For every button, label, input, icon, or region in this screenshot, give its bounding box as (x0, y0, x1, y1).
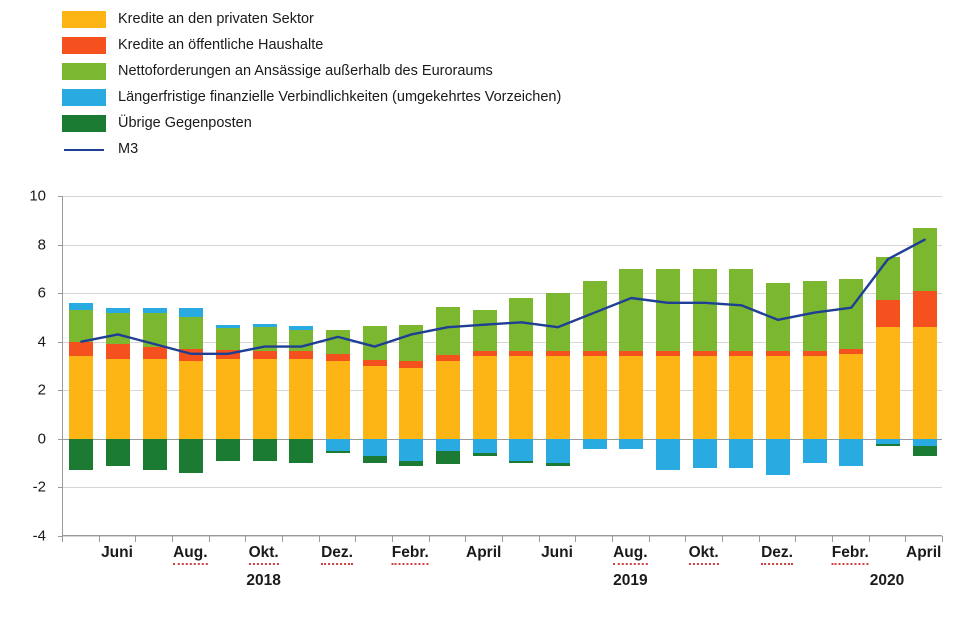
x-tick-label: Aug. (173, 544, 207, 565)
x-year-label: 2018 (246, 572, 281, 589)
y-tick-label: 10 (29, 187, 46, 205)
legend-label: Längerfristige finanzielle Verbindlichkeiten (umgekehrtes Vorzeichen) (118, 89, 562, 105)
x-tick-label: Febr. (392, 544, 429, 565)
x-tick-mark (539, 536, 540, 542)
x-tick-label: Aug. (613, 544, 647, 565)
x-axis-ticks (62, 536, 942, 544)
x-tick-label: Dez. (321, 544, 353, 565)
x-tick-mark (62, 536, 63, 542)
y-tick-label: -4 (32, 527, 46, 545)
x-tick-label: Okt. (689, 544, 719, 565)
x-tick-mark (832, 536, 833, 542)
x-tick-mark (135, 536, 136, 542)
x-tick-mark (319, 536, 320, 542)
y-tick-label: 8 (37, 236, 46, 254)
plot-area (62, 196, 942, 536)
y-tick-label: -2 (32, 478, 46, 496)
plot-inner (63, 196, 942, 535)
legend-swatch (62, 89, 106, 106)
x-tick-label: April (906, 544, 942, 561)
legend-item (62, 32, 802, 58)
x-tick-mark (575, 536, 576, 542)
x-tick-mark (685, 536, 686, 542)
legend-item (62, 136, 802, 162)
legend-label: Übrige Gegenposten (118, 115, 252, 131)
legend-item (62, 58, 802, 84)
x-year-label: 2019 (613, 572, 648, 589)
x-tick-label: Juni (101, 544, 133, 561)
x-tick-mark (245, 536, 246, 542)
legend-label: Kredite an öffentliche Haushalte (118, 37, 324, 53)
legend-swatch (62, 37, 106, 54)
x-tick-mark (282, 536, 283, 542)
legend-swatch (62, 11, 106, 28)
x-tick-mark (209, 536, 210, 542)
x-tick-mark (172, 536, 173, 542)
y-tick-label: 6 (37, 284, 46, 302)
x-tick-label: Febr. (832, 544, 869, 565)
x-tick-label: Okt. (249, 544, 279, 565)
legend-label: Nettoforderungen an Ansässige außerhalb des Euroraums (118, 63, 493, 79)
x-tick-mark (99, 536, 100, 542)
legend-item (62, 6, 802, 32)
y-axis-labels (0, 187, 52, 545)
x-tick-mark (502, 536, 503, 542)
x-tick-label: Dez. (761, 544, 793, 565)
x-tick-mark (795, 536, 796, 542)
legend-swatch (62, 115, 106, 132)
chart-legend (62, 6, 802, 162)
m3-line-layer (63, 196, 943, 536)
legend-item (62, 84, 802, 110)
x-tick-mark (612, 536, 613, 542)
x-tick-mark (392, 536, 393, 542)
legend-line-marker (62, 141, 106, 158)
legend-item (62, 110, 802, 136)
y-tick-label: 0 (37, 430, 46, 448)
x-tick-mark (722, 536, 723, 542)
x-axis-year-labels (62, 572, 942, 598)
x-tick-mark (869, 536, 870, 542)
legend-label: M3 (118, 141, 139, 157)
x-tick-mark (355, 536, 356, 542)
legend-label: Kredite an den privaten Sektor (118, 11, 314, 27)
y-tick-label: 2 (37, 381, 46, 399)
m3-line (81, 240, 924, 354)
x-tick-mark (942, 536, 943, 542)
x-tick-mark (465, 536, 466, 542)
x-year-label: 2020 (869, 572, 905, 589)
x-tick-label: Juni (541, 544, 573, 561)
x-axis-labels (62, 544, 942, 570)
y-tick-label: 4 (37, 333, 46, 351)
legend-swatch (62, 63, 106, 80)
x-tick-mark (429, 536, 430, 542)
x-tick-mark (905, 536, 906, 542)
x-tick-mark (759, 536, 760, 542)
x-tick-label: April (466, 544, 502, 561)
x-tick-mark (649, 536, 650, 542)
